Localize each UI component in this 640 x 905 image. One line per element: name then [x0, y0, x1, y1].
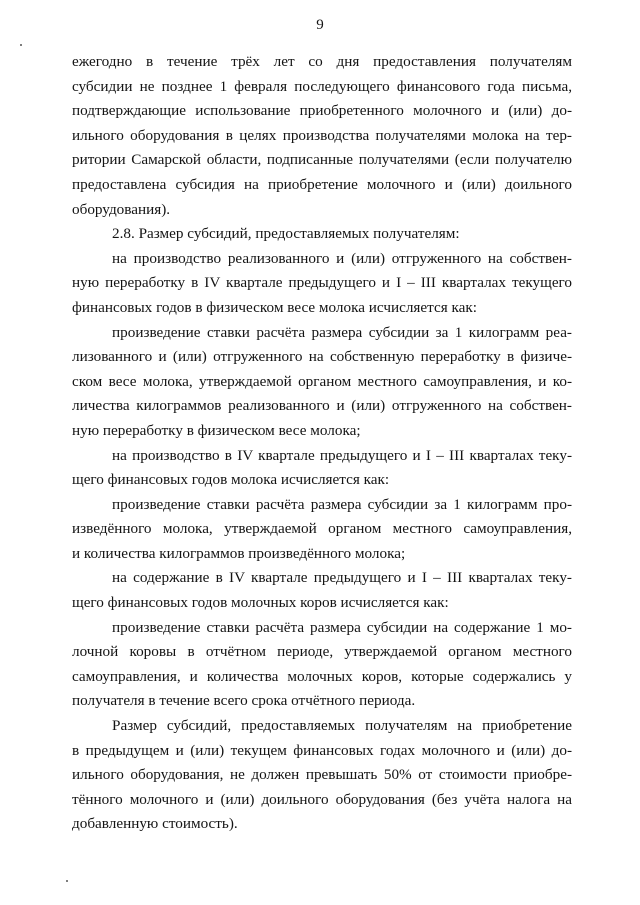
text-line: добавленную стоимость).	[72, 815, 238, 833]
text-line: тённого молочного и (или) доильного оборудования (без учёта налога на	[72, 790, 572, 808]
paragraph-cows-maintenance	[72, 566, 572, 615]
text-line: субсидии не позднее 1 февраля последующего финансового года письма,	[72, 77, 572, 95]
text-line: произведение ставки расчёта размера субсидии за 1 килограмм реа-	[112, 323, 572, 341]
scan-speck	[20, 44, 22, 46]
text-line: подтверждающие использование приобретенного молочного и (или) до-	[72, 102, 572, 120]
text-line: личества килограммов реализованного и (или) отгруженного на собствен-	[72, 397, 572, 415]
text-line: в предыдущем и (или) текущем финансовых годах молочного и (или) до-	[72, 741, 572, 759]
text-line: произведение ставки расчёта размера субсидии на содержание 1 мо-	[112, 618, 572, 636]
paragraph-continuation	[72, 50, 572, 222]
text-line: получателя в течение всего срока отчётного периода.	[72, 692, 416, 710]
text-line: на производство реализованного и (или) отгруженного на собствен-	[112, 249, 572, 267]
text-line: оборудования).	[72, 200, 171, 218]
text-line: ильного оборудования в целях производства получателями молока на тер-	[72, 126, 572, 144]
text-line: финансовых годов в физическом весе молока исчисляется как:	[72, 298, 477, 316]
paragraph-cows-maintenance-formula	[72, 616, 572, 714]
text-line: Размер субсидий, предоставляемых получателям на приобретение	[112, 717, 572, 735]
text-line: предоставлена субсидия на приобретение молочного и (или) доильного	[72, 175, 572, 193]
paragraph-milk-produced-formula	[72, 493, 572, 567]
text-line: 2.8. Размер субсидий, предоставляемых получателям:	[112, 225, 460, 243]
document-body	[72, 50, 572, 837]
page-number: 9	[316, 17, 324, 33]
paragraph-milk-sold-formula	[72, 321, 572, 444]
text-line: щего финансовых годов молока исчисляется как:	[72, 471, 390, 489]
text-line: ильного оборудования, не должен превышать 50% от стоимости приобре-	[72, 766, 572, 784]
text-line: произведение ставки расчёта размера субсидии за 1 килограмм про-	[112, 495, 572, 513]
text-line: изведённого молока, утверждаемой органом местного самоуправления,	[72, 520, 572, 538]
text-line: ритории Самарской области, подписанные получателями (если получателю	[72, 151, 572, 169]
paragraph-milk-sold	[72, 247, 572, 321]
text-line: ежегодно в течение трёх лет со дня предоставления получателям	[72, 53, 572, 70]
text-line: лочной коровы в отчётном периоде, утверждаемой органом местного	[72, 643, 572, 661]
text-line: лизованного и (или) отгруженного на собственную переработку в физиче-	[72, 348, 572, 366]
paragraph-equipment-limit	[72, 714, 572, 837]
text-line: на производство в IV квартале предыдущего и I – III кварталах теку-	[112, 446, 572, 464]
text-line: ную переработку в физическом весе молока;	[72, 421, 361, 439]
scan-speck	[66, 880, 68, 882]
text-line: на содержание в IV квартале предыдущего и I – III кварталах теку-	[112, 569, 572, 587]
section-2-8-heading	[72, 222, 572, 247]
text-line: щего финансовых годов молочных коров исчисляется как:	[72, 594, 449, 612]
text-line: и количества килограммов произведённого молока;	[72, 544, 406, 562]
text-line: самоуправления, и количества молочных коров, которые содержались у	[72, 667, 572, 685]
paragraph-milk-produced	[72, 444, 572, 493]
text-line: ском весе молока, утверждаемой органом местного самоуправления, и ко-	[72, 372, 572, 390]
text-line: ную переработку в IV квартале предыдущего и I – III кварталах текущего	[72, 274, 572, 292]
